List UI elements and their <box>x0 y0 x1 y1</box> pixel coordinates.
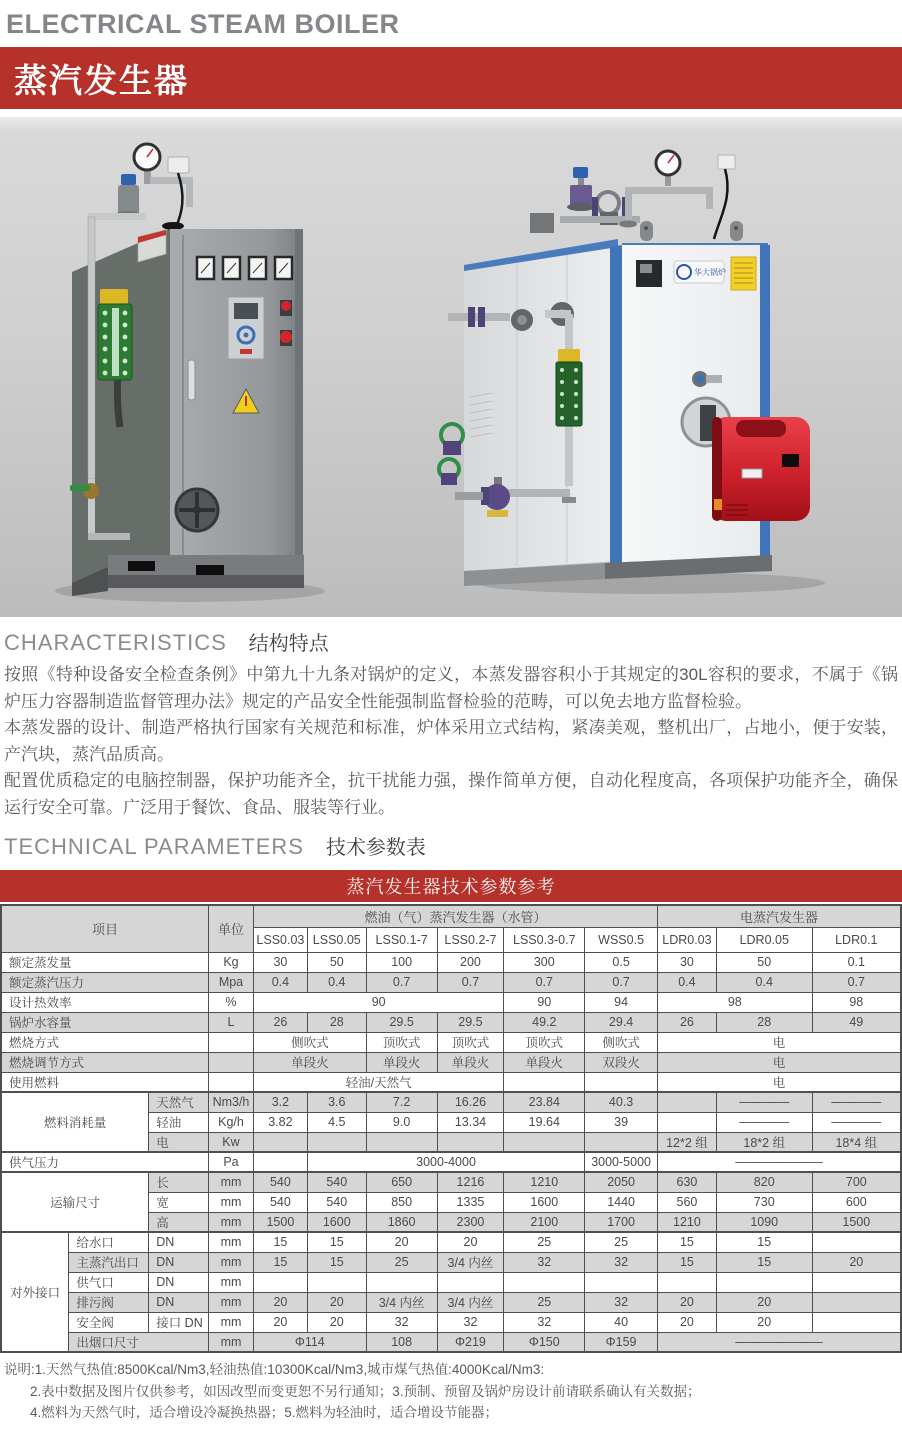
control-box-sticker <box>636 260 662 287</box>
param-cell: 2050 <box>585 1172 658 1192</box>
param-cell: 25 <box>504 1292 585 1312</box>
param-cell <box>716 1272 812 1292</box>
param-cell: 燃烧方式 <box>1 1032 209 1052</box>
param-cell: Φ219 <box>437 1332 504 1352</box>
param-cell: DN <box>149 1252 209 1272</box>
param-cell: 1210 <box>504 1172 585 1192</box>
param-cell: 1700 <box>585 1212 658 1232</box>
param-cell <box>585 1272 658 1292</box>
param-cell: 1335 <box>437 1192 504 1212</box>
characteristics-heading-en: CHARACTERISTICS <box>4 630 227 655</box>
param-cell: 0.4 <box>658 972 717 992</box>
chimney-stub <box>530 213 554 233</box>
param-cell: mm <box>209 1272 254 1292</box>
steam-pipe <box>150 177 192 184</box>
param-row <box>1 1252 901 1272</box>
param-cell: Kw <box>209 1132 254 1152</box>
param-cell: 30 <box>253 952 307 972</box>
param-cell: 0.7 <box>437 972 504 992</box>
technical-heading-zh: 技术参数表 <box>325 837 426 860</box>
param-cell <box>366 1272 437 1292</box>
param-row <box>1 1172 901 1192</box>
param-row <box>1 972 901 992</box>
param-cell: 长 <box>149 1172 209 1192</box>
param-cell: DN <box>149 1292 209 1312</box>
param-cell: 2300 <box>437 1212 504 1232</box>
param-cell: DN <box>149 1232 209 1252</box>
param-row <box>1 1072 901 1092</box>
door-handle <box>188 360 195 400</box>
param-cell <box>504 1132 585 1152</box>
param-row <box>1 1152 901 1172</box>
param-cell: 20 <box>366 1232 437 1252</box>
param-header-cell: 电蒸汽发生器 <box>658 905 902 927</box>
technical-parameters-heading <box>0 821 902 864</box>
param-cell: 15 <box>658 1232 717 1252</box>
green-valves <box>439 424 463 485</box>
param-cell: 接口 DN <box>149 1312 209 1332</box>
param-cell: Kg/h <box>209 1112 254 1132</box>
param-cell: 9.0 <box>366 1112 437 1132</box>
param-cell: 单段火 <box>504 1052 585 1072</box>
horizontal-boiler-illustration <box>439 151 825 594</box>
param-cell: 20 <box>437 1232 504 1252</box>
param-cell: 32 <box>585 1252 658 1272</box>
param-cell: 28 <box>716 1012 812 1032</box>
param-cell: 3/4 内丝 <box>437 1292 504 1312</box>
param-cell: ——————— <box>658 1152 902 1172</box>
top-cap <box>162 222 184 230</box>
param-cell: Mpa <box>209 972 254 992</box>
param-cell <box>437 1132 504 1152</box>
param-cell: 顶吹式 <box>366 1032 437 1052</box>
param-cell <box>585 1132 658 1152</box>
brand-logo-sticker <box>674 261 726 283</box>
param-cell: L <box>209 1012 254 1032</box>
param-cell <box>366 1132 437 1152</box>
param-cell: 主蒸汽出口 <box>69 1252 149 1272</box>
param-cell <box>209 1072 254 1092</box>
param-header-cell: 单位 <box>209 905 254 952</box>
param-cell: mm <box>209 1172 254 1192</box>
param-cell: 25 <box>366 1252 437 1272</box>
param-cell: 40.3 <box>585 1092 658 1112</box>
footnote-line-3: 4.燃料为天然气时，适合增设冷凝换热器；5.燃料为轻油时，适合增设节能器； <box>30 1405 499 1421</box>
param-cell: 1440 <box>585 1192 658 1212</box>
param-cell: 94 <box>585 992 658 1012</box>
param-cell: 7.2 <box>366 1092 437 1112</box>
param-cell: 15 <box>253 1232 307 1252</box>
param-cell: 19.64 <box>504 1112 585 1132</box>
param-cell: 侧吹式 <box>253 1032 366 1052</box>
param-cell <box>812 1272 901 1292</box>
param-cell: 0.7 <box>504 972 585 992</box>
param-row <box>1 1032 901 1052</box>
param-cell: Kg <box>209 952 254 972</box>
yellow-spec-label <box>731 257 756 290</box>
param-cell <box>307 1272 366 1292</box>
param-cell: 1600 <box>504 1192 585 1212</box>
param-cell: 4.5 <box>307 1112 366 1132</box>
param-cell <box>253 1132 307 1152</box>
param-cell: 200 <box>437 952 504 972</box>
vertical-boiler-illustration <box>55 144 325 602</box>
param-cell: 排污阀 <box>69 1292 149 1312</box>
param-cell: 18*4 组 <box>812 1132 901 1152</box>
param-cell <box>812 1292 901 1312</box>
param-cell: 650 <box>366 1172 437 1192</box>
param-row <box>1 1332 901 1352</box>
param-cell: 轻油 <box>149 1112 209 1132</box>
param-cell: 29.5 <box>437 1012 504 1032</box>
param-cell <box>209 1052 254 1072</box>
param-cell <box>658 1272 717 1292</box>
junction-box-right <box>718 155 735 169</box>
ventilation-fan <box>176 489 218 531</box>
param-cell: 3/4 内丝 <box>366 1292 437 1312</box>
param-cell: mm <box>209 1292 254 1312</box>
param-cell: 16.26 <box>437 1092 504 1112</box>
lifting-lugs <box>640 221 743 241</box>
cable-right <box>714 169 728 239</box>
param-cell: 25 <box>585 1232 658 1252</box>
param-cell: 宽 <box>149 1192 209 1212</box>
product-title: 蒸汽发生器 <box>14 61 189 99</box>
param-cell: 90 <box>253 992 503 1012</box>
param-cell: 30 <box>658 952 717 972</box>
param-row <box>1 1232 901 1252</box>
param-cell: ———— <box>812 1092 901 1112</box>
param-cell: mm <box>209 1252 254 1272</box>
param-cell: DN <box>149 1272 209 1292</box>
param-cell: 0.7 <box>585 972 658 992</box>
param-cell <box>253 1272 307 1292</box>
param-cell: mm <box>209 1232 254 1252</box>
param-cell: 20 <box>307 1292 366 1312</box>
param-cell <box>658 1092 717 1112</box>
boiler-side-face <box>464 247 618 571</box>
param-cell: 单段火 <box>366 1052 437 1072</box>
param-cell <box>307 1132 366 1152</box>
param-cell: 850 <box>366 1192 437 1212</box>
param-cell: 轻油/天然气 <box>253 1072 503 1092</box>
param-cell <box>504 1272 585 1292</box>
param-cell: 32 <box>504 1312 585 1332</box>
param-cell: 98 <box>658 992 813 1012</box>
param-header-cell: LDR0.03 <box>658 927 717 952</box>
param-cell: 100 <box>366 952 437 972</box>
param-cell: 运输尺寸 <box>1 1172 149 1232</box>
footnotes <box>0 1353 902 1424</box>
param-cell: 额定蒸发量 <box>1 952 209 972</box>
steam-pipe-drop <box>186 177 193 207</box>
param-cell: 32 <box>366 1312 437 1332</box>
param-cell: 使用燃料 <box>1 1072 209 1092</box>
water-level-gauge-right <box>556 349 582 426</box>
param-cell: ———— <box>812 1112 901 1132</box>
param-cell: 1860 <box>366 1212 437 1232</box>
characteristics-heading-zh: 结构特点 <box>248 633 329 655</box>
param-cell: 15 <box>307 1232 366 1252</box>
param-row <box>1 1052 901 1072</box>
param-cell: 50 <box>716 952 812 972</box>
controller-panel <box>228 297 264 359</box>
param-row <box>1 1012 901 1032</box>
param-cell: 给水口 <box>69 1232 149 1252</box>
param-cell: 20 <box>307 1312 366 1332</box>
water-pipe <box>88 217 95 479</box>
table-title-bar <box>0 870 902 902</box>
param-cell: 顶吹式 <box>437 1032 504 1052</box>
param-cell: 13.34 <box>437 1112 504 1132</box>
param-cell: 540 <box>307 1192 366 1212</box>
param-cell: 0.1 <box>812 952 901 972</box>
param-cell: 630 <box>658 1172 717 1192</box>
param-cell: 25 <box>504 1232 585 1252</box>
param-cell: 安全阀 <box>69 1312 149 1332</box>
param-cell: Φ114 <box>253 1332 366 1352</box>
param-cell: 700 <box>812 1172 901 1192</box>
param-cell: % <box>209 992 254 1012</box>
param-cell: 730 <box>716 1192 812 1212</box>
param-cell: 15 <box>716 1232 812 1252</box>
param-cell: 对外接口 <box>1 1232 69 1352</box>
param-cell: 0.4 <box>253 972 307 992</box>
param-cell: 电 <box>658 1052 902 1072</box>
param-cell: 49.2 <box>504 1012 585 1032</box>
footnote-line-2: 2.表中数据及图片仅供参考，如因改型而变更恕不另行通知；3.预制、预留及锅炉房设计前请联系确认有关数据； <box>30 1383 701 1399</box>
page-title: ELECTRICAL STEAM BOILER <box>6 9 400 39</box>
param-cell: mm <box>209 1312 254 1332</box>
blue-corner-trim <box>610 245 622 564</box>
param-cell: 23.84 <box>504 1092 585 1112</box>
param-cell: 1500 <box>253 1212 307 1232</box>
param-cell: 20 <box>253 1312 307 1332</box>
param-cell: 供气口 <box>69 1272 149 1292</box>
param-row <box>1 905 901 927</box>
param-cell: 电 <box>149 1132 209 1152</box>
svg-text:华大锅炉: 华大锅炉 <box>694 268 726 277</box>
param-cell: 0.4 <box>307 972 366 992</box>
param-cell: ——————— <box>658 1332 902 1352</box>
safety-valve-left <box>115 174 141 219</box>
param-cell: 600 <box>812 1192 901 1212</box>
param-row <box>1 952 901 972</box>
param-cell: 3.6 <box>307 1092 366 1112</box>
param-row <box>1 1292 901 1312</box>
param-row <box>1 1092 901 1112</box>
param-cell: 540 <box>307 1172 366 1192</box>
param-cell <box>812 1232 901 1252</box>
param-cell: ———— <box>716 1092 812 1112</box>
param-cell: ———— <box>716 1112 812 1132</box>
param-cell: 3.2 <box>253 1092 307 1112</box>
param-cell: 300 <box>504 952 585 972</box>
param-cell: 820 <box>716 1172 812 1192</box>
param-cell: 额定蒸汽压力 <box>1 972 209 992</box>
param-cell: 2100 <box>504 1212 585 1232</box>
param-cell: 40 <box>585 1312 658 1332</box>
param-cell: 0.7 <box>366 972 437 992</box>
param-cell: 天然气 <box>149 1092 209 1112</box>
param-header-cell: LSS0.3-0.7 <box>504 927 585 952</box>
characteristics-paragraph-1: 按照《特种设备安全检查条例》中第九十九条对锅炉的定义，本蒸发器容积小于其规定的30L容积的要求，不属于《锅炉压力容器制造监督管理办法》规定的产品安全性能强制监督检验的范畴，可以免去地方监督检验。 <box>4 665 898 711</box>
param-cell <box>504 1072 585 1092</box>
product-title-banner <box>0 47 902 109</box>
footnote-line-1: 说明:1.天然气热值:8500Kcal/Nm3,轻油热值:10300Kcal/Nm3,城市煤气热值:4000Kcal/Nm3: <box>4 1362 545 1378</box>
param-cell <box>437 1272 504 1292</box>
param-cell <box>658 1112 717 1132</box>
param-cell: Nm3/h <box>209 1092 254 1112</box>
param-cell: mm <box>209 1332 254 1352</box>
param-cell: 3000-5000 <box>585 1152 658 1172</box>
param-cell <box>812 1312 901 1332</box>
param-cell: 1210 <box>658 1212 717 1232</box>
param-cell <box>585 1072 658 1092</box>
param-cell: 0.5 <box>585 952 658 972</box>
param-cell: 单段火 <box>437 1052 504 1072</box>
junction-box <box>168 157 189 173</box>
param-cell: 50 <box>307 952 366 972</box>
param-cell: 燃烧调节方式 <box>1 1052 209 1072</box>
param-cell: 双段火 <box>585 1052 658 1072</box>
characteristics-paragraph-3: 配置优质稳定的电脑控制器，保护功能齐全，抗干扰能力强，操作简单方便，自动化程度高，各项保护功能齐全，确保运行安全可靠。广泛用于餐饮、食品、服装等行业。 <box>4 771 898 817</box>
table-title: 蒸汽发生器技术参数参考 <box>346 877 556 898</box>
param-cell: 1600 <box>307 1212 366 1232</box>
param-cell: 20 <box>658 1312 717 1332</box>
param-cell: 20 <box>253 1292 307 1312</box>
param-cell <box>209 1032 254 1052</box>
param-cell: 高 <box>149 1212 209 1232</box>
param-cell: 32 <box>437 1312 504 1332</box>
param-cell: 顶吹式 <box>504 1032 585 1052</box>
product-photos-illustration <box>0 117 902 617</box>
characteristics-heading <box>0 617 902 660</box>
param-cell: Φ159 <box>585 1332 658 1352</box>
param-cell: 108 <box>366 1332 437 1352</box>
param-cell: 15 <box>253 1252 307 1272</box>
param-header-cell: LSS0.1-7 <box>366 927 437 952</box>
param-cell: 电 <box>658 1032 902 1052</box>
water-level-gauge-left <box>98 289 132 380</box>
param-cell: 单段火 <box>253 1052 366 1072</box>
param-cell: 供气压力 <box>1 1152 209 1172</box>
param-cell: 3/4 内丝 <box>437 1252 504 1272</box>
param-cell: 26 <box>253 1012 307 1032</box>
param-cell: 锅炉水容量 <box>1 1012 209 1032</box>
param-header-cell: 项目 <box>1 905 209 952</box>
param-cell: 燃料消耗量 <box>1 1092 149 1152</box>
param-cell: 32 <box>585 1292 658 1312</box>
param-cell: 18*2 组 <box>716 1132 812 1152</box>
param-cell: 540 <box>253 1172 307 1192</box>
param-cell: 3000-4000 <box>307 1152 584 1172</box>
param-cell: 29.4 <box>585 1012 658 1032</box>
param-cell: 20 <box>658 1292 717 1312</box>
param-header-cell: LSS0.2-7 <box>437 927 504 952</box>
param-cell: 设计热效率 <box>1 992 209 1012</box>
product-photos-panel <box>0 117 902 617</box>
param-cell: 15 <box>716 1252 812 1272</box>
param-cell <box>253 1152 307 1172</box>
param-cell: 15 <box>307 1252 366 1272</box>
param-cell: 1500 <box>812 1212 901 1232</box>
param-cell: 20 <box>716 1292 812 1312</box>
param-cell: 26 <box>658 1012 717 1032</box>
param-cell: 28 <box>307 1012 366 1032</box>
param-cell: 12*2 组 <box>658 1132 717 1152</box>
param-cell: 29.5 <box>366 1012 437 1032</box>
param-cell: mm <box>209 1192 254 1212</box>
pipe-elbow <box>88 213 146 220</box>
param-row <box>1 1312 901 1332</box>
param-cell: 1216 <box>437 1172 504 1192</box>
param-cell: 49 <box>812 1012 901 1032</box>
param-cell: 560 <box>658 1192 717 1212</box>
param-header-cell: 燃油（气）蒸汽发生器（水管） <box>253 905 657 927</box>
param-header-cell: LSS0.03 <box>253 927 307 952</box>
param-cell: 0.4 <box>716 972 812 992</box>
parameters-table <box>0 904 902 1353</box>
param-cell: 90 <box>504 992 585 1012</box>
param-cell: 侧吹式 <box>585 1032 658 1052</box>
param-cell: Φ150 <box>504 1332 585 1352</box>
param-header-cell: WSS0.5 <box>585 927 658 952</box>
characteristics-paragraph-2: 本蒸发器的设计、制造严格执行国家有关规范和标准，炉体采用立式结构，紧凑美观，整机出厂，占地小，便于安装，产汽块，蒸汽品质高。 <box>4 718 898 764</box>
param-cell: 32 <box>504 1252 585 1272</box>
param-cell: 3.82 <box>253 1112 307 1132</box>
param-row <box>1 1272 901 1292</box>
param-cell: 20 <box>716 1312 812 1332</box>
param-cell: mm <box>209 1212 254 1232</box>
param-cell: 39 <box>585 1112 658 1132</box>
param-cell: 98 <box>812 992 901 1012</box>
param-cell: 出烟口尺寸 <box>69 1332 209 1352</box>
param-header-cell: LDR0.1 <box>812 927 901 952</box>
param-row <box>1 992 901 1012</box>
param-cell: 540 <box>253 1192 307 1212</box>
param-cell: Pa <box>209 1152 254 1172</box>
param-header-cell: LSS0.05 <box>307 927 366 952</box>
param-cell: 20 <box>812 1252 901 1272</box>
param-header-cell: LDR0.05 <box>716 927 812 952</box>
param-cell: 1090 <box>716 1212 812 1232</box>
technical-heading-en: TECHNICAL PARAMETERS <box>4 834 304 860</box>
param-cell: 电 <box>658 1072 902 1092</box>
characteristics-text <box>0 660 902 821</box>
param-cell: 15 <box>658 1252 717 1272</box>
param-cell: 0.7 <box>812 972 901 992</box>
